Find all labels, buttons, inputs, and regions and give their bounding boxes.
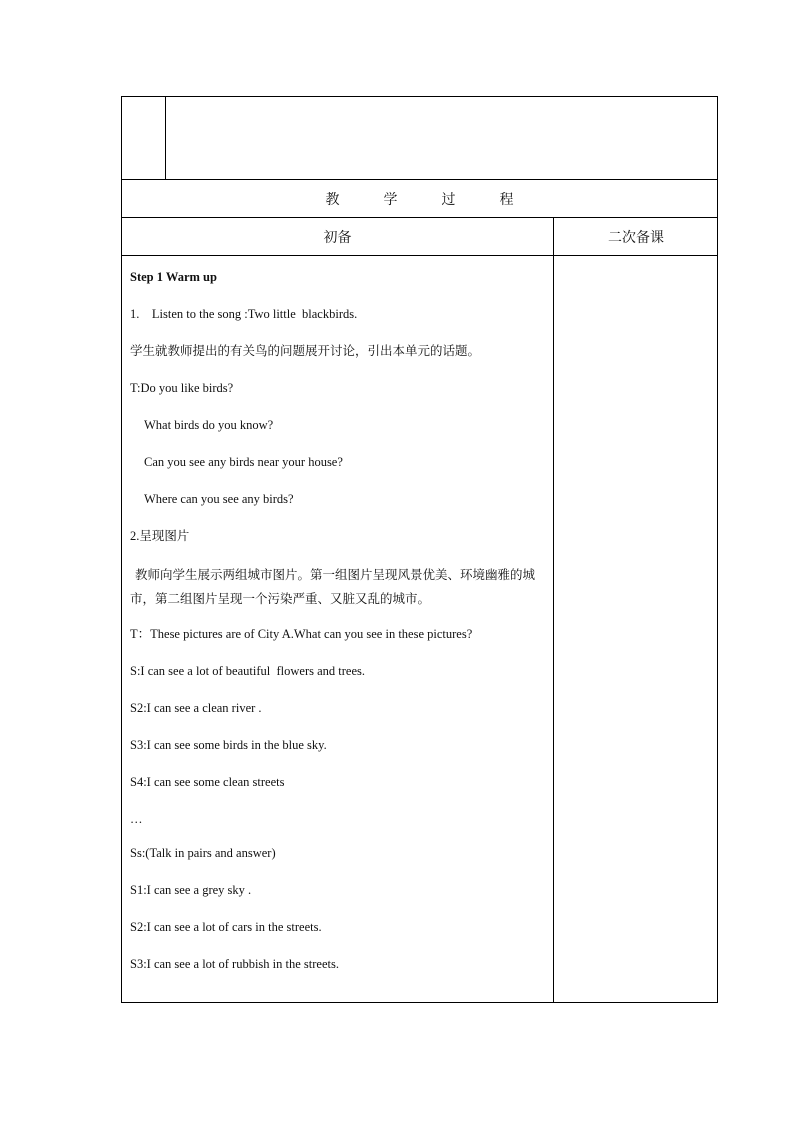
column-header-row (122, 218, 717, 256)
title-char: 程 (499, 192, 514, 208)
content-line: 1. Listen to the song :Two little blackbirds. (130, 307, 358, 321)
content-line: S3:I can see a lot of rubbish in the streets. (130, 957, 339, 971)
step-heading: Step 1 Warm up (130, 270, 217, 284)
content-line: Where can you see any birds? (144, 492, 294, 506)
teaching-process-title-row (122, 180, 717, 218)
first-preparation-header: 初备 (323, 230, 352, 246)
content-line: S:I can see a lot of beautiful flowers and trees. (130, 664, 365, 678)
title-char: 教 (325, 192, 340, 208)
content-line: Can you see any birds near your house? (144, 455, 343, 469)
content-line: S2:I can see a clean river . (130, 701, 262, 715)
content-line: S2:I can see a lot of cars in the streets. (130, 920, 322, 934)
table-top-row (122, 97, 717, 180)
column-divider (553, 218, 554, 1002)
lesson-plan-table (121, 96, 718, 1003)
lesson-content (130, 267, 548, 991)
content-line: 学生就教师提出的有关鸟的问题展开讨论，引出本单元的话题。 (130, 344, 481, 358)
second-preparation-header: 二次备课 (608, 230, 664, 246)
content-line: S4:I can see some clean streets (130, 775, 285, 789)
title-char: 过 (441, 192, 456, 208)
content-line: S3:I can see some birds in the blue sky. (130, 738, 327, 752)
teaching-process-title (304, 189, 536, 209)
table-top-left-cell (122, 97, 166, 179)
content-line: Ss:(Talk in pairs and answer) (130, 846, 276, 860)
title-char: 学 (383, 192, 398, 208)
content-line: 2.呈现图片 (130, 529, 190, 543)
content-line: What birds do you know? (144, 418, 274, 432)
content-paragraph: 教师向学生展示两组城市图片。第一组图片呈现风景优美、环境幽雅的城市，第二组图片呈现一个污染严重、又脏又乱的城市。 (130, 568, 536, 606)
content-line: T：These pictures are of City A.What can you see in these pictures? (130, 627, 473, 641)
content-line: S1:I can see a grey sky . (130, 883, 252, 897)
content-line: … (130, 812, 143, 826)
content-line: T:Do you like birds? (130, 381, 234, 395)
